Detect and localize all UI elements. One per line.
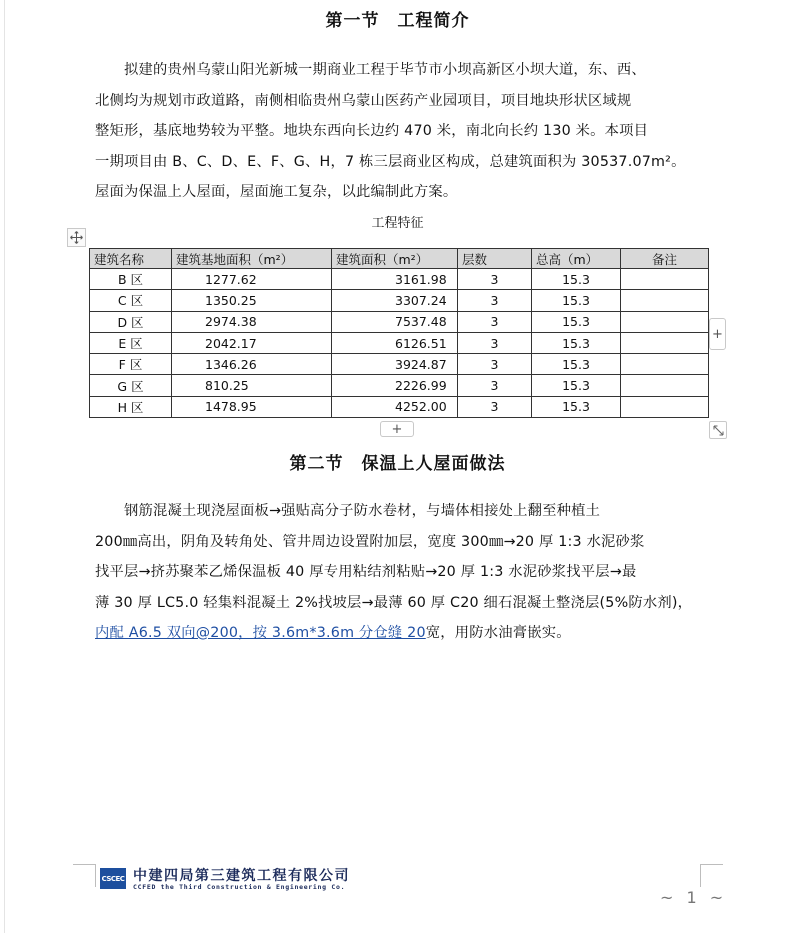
table-row [90, 290, 709, 311]
table-row [90, 311, 709, 332]
table-caption: 工程特征 [371, 216, 424, 231]
table-row [90, 396, 709, 417]
footer-corner-mark-right [700, 864, 723, 887]
cell-building-name[interactable]: F 区 [90, 354, 172, 375]
cell-floors[interactable]: 3 [458, 332, 532, 353]
table-row [90, 269, 709, 290]
cell-remark[interactable] [621, 290, 709, 311]
cell-floor-area[interactable]: 3307.24 [332, 290, 458, 311]
cell-remark[interactable] [621, 354, 709, 375]
table-row [90, 354, 709, 375]
paragraph-line: 拟建的贵州乌蒙山阳光新城一期商业工程于毕节市小坝高新区小坝大道，东、西、 [124, 62, 646, 78]
paragraph-line: 整矩形，基底地势较为平整。地块东西向长边约 470 米，南北向长约 130 米。本项目 [95, 123, 649, 139]
cell-building-name[interactable]: G 区 [90, 375, 172, 396]
cell-building-name[interactable]: B 区 [90, 269, 172, 290]
cell-total-height[interactable]: 15.3 [532, 269, 621, 290]
cell-remark[interactable] [621, 375, 709, 396]
section2-title: 保温上人屋面做法 [361, 454, 506, 474]
cell-total-height[interactable]: 15.3 [532, 332, 621, 353]
header-building-name[interactable]: 建筑名称 [90, 249, 172, 269]
cell-floor-area[interactable]: 7537.48 [332, 311, 458, 332]
cell-base-area[interactable]: 1350.25 [172, 290, 332, 311]
cell-remark[interactable] [621, 269, 709, 290]
cell-total-height[interactable]: 15.3 [532, 396, 621, 417]
section1-title: 工程简介 [397, 11, 470, 31]
cell-floors[interactable]: 3 [458, 290, 532, 311]
paragraph-line: 200㎜高出，阴角及转角处、管井周边设置附加层，宽度 300㎜→20 厚 1:3 水泥砂浆 [95, 533, 645, 550]
cell-remark[interactable] [621, 396, 709, 417]
table-resize-handle[interactable] [709, 421, 727, 439]
paragraph-line: 钢筋混凝土现浇屋面板→强贴高分子防水卷材，与墙体相接处上翻至种植土 [124, 503, 601, 519]
company-name-cn: 中建四局第三建筑工程有限公司 [133, 868, 350, 884]
cell-floors[interactable]: 3 [458, 375, 532, 396]
cell-floors[interactable]: 3 [458, 354, 532, 375]
cell-total-height[interactable]: 15.3 [532, 354, 621, 375]
header-remark[interactable]: 备注 [621, 249, 709, 269]
section2-number: 第二节 [289, 454, 344, 474]
cell-floor-area[interactable]: 4252.00 [332, 396, 458, 417]
cell-base-area[interactable]: 2974.38 [172, 311, 332, 332]
header-floors[interactable]: 层数 [458, 249, 532, 269]
table-row [90, 332, 709, 353]
move-icon-graphic [70, 231, 83, 244]
cell-building-name[interactable]: E 区 [90, 332, 172, 353]
company-name-en: CCFED the Third Construction & Engineering Co. [133, 883, 346, 891]
cell-building-name[interactable]: C 区 [90, 290, 172, 311]
cell-base-area[interactable]: 1346.26 [172, 354, 332, 375]
tracked-change-text[interactable]: 内配 A6.5 双向@200，按 3.6m*3.6m 分仓缝 20 [95, 625, 426, 641]
cell-building-name[interactable]: H 区 [90, 396, 172, 417]
plus-icon: + [391, 421, 403, 437]
paragraph-line-last [95, 618, 710, 649]
table-row [90, 375, 709, 396]
section1-paragraph[interactable] [95, 55, 710, 208]
table-header-row [90, 249, 709, 269]
paragraph-line: 找平层→挤苏聚苯乙烯保温板 40 厚专用粘结剂粘贴→20 厚 1:3 水泥砂浆找平层→最 [95, 564, 637, 580]
cell-base-area[interactable]: 2042.17 [172, 332, 332, 353]
header-base-area[interactable]: 建筑基地面积（m²） [172, 249, 332, 269]
cell-total-height[interactable]: 15.3 [532, 311, 621, 332]
cell-building-name[interactable]: D 区 [90, 311, 172, 332]
paragraph-line: 一期项目由 B、C、D、E、F、G、H，7 栋三层商业区构成，总建筑面积为 30537.07m²。 [95, 153, 686, 170]
paragraph-line: 北侧均为规划市政道路，南侧相临贵州乌蒙山医药产业园项目，项目地块形状区域规 [95, 92, 632, 109]
cell-floor-area[interactable]: 3924.87 [332, 354, 458, 375]
section1-heading [0, 6, 795, 31]
paragraph-line: 薄 30 厚 LC5.0 轻集料混凝土 2%找坡层→最薄 60 厚 C20 细石混凝土整浇层(5%防水剂)， [95, 594, 693, 611]
page-number: ~ 1 ~ [660, 888, 728, 907]
plus-icon: + [712, 326, 723, 342]
add-column-button[interactable] [709, 318, 726, 350]
cell-remark[interactable] [621, 332, 709, 353]
header-floor-area[interactable]: 建筑面积（m²） [332, 249, 458, 269]
header-total-height[interactable]: 总高（m） [532, 249, 621, 269]
cell-floors[interactable]: 3 [458, 269, 532, 290]
move-icon[interactable] [67, 228, 86, 247]
cell-base-area[interactable]: 1277.62 [172, 269, 332, 290]
add-row-button[interactable] [380, 421, 414, 437]
cell-floor-area[interactable]: 6126.51 [332, 332, 458, 353]
cell-remark[interactable] [621, 311, 709, 332]
cell-total-height[interactable]: 15.3 [532, 290, 621, 311]
cell-floor-area[interactable]: 2226.99 [332, 375, 458, 396]
section1-number: 第一节 [325, 11, 380, 31]
resize-icon [713, 425, 724, 436]
cell-floor-area[interactable]: 3161.98 [332, 269, 458, 290]
cell-floors[interactable]: 3 [458, 396, 532, 417]
company-logo-text: CSCEC [101, 874, 125, 883]
footer-corner-mark-left [73, 864, 96, 887]
engineering-features-table [89, 248, 709, 418]
cell-total-height[interactable]: 15.3 [532, 375, 621, 396]
section2-paragraph[interactable] [95, 496, 710, 649]
cell-floors[interactable]: 3 [458, 311, 532, 332]
cell-base-area[interactable]: 810.25 [172, 375, 332, 396]
section2-heading [0, 449, 795, 474]
company-logo [100, 868, 126, 889]
paragraph-line: 屋面为保温上人屋面，屋面施工复杂，以此编制此方案。 [95, 184, 458, 200]
paragraph-line-tail: 宽，用防水油膏嵌实。 [425, 625, 571, 641]
cell-base-area[interactable]: 1478.95 [172, 396, 332, 417]
